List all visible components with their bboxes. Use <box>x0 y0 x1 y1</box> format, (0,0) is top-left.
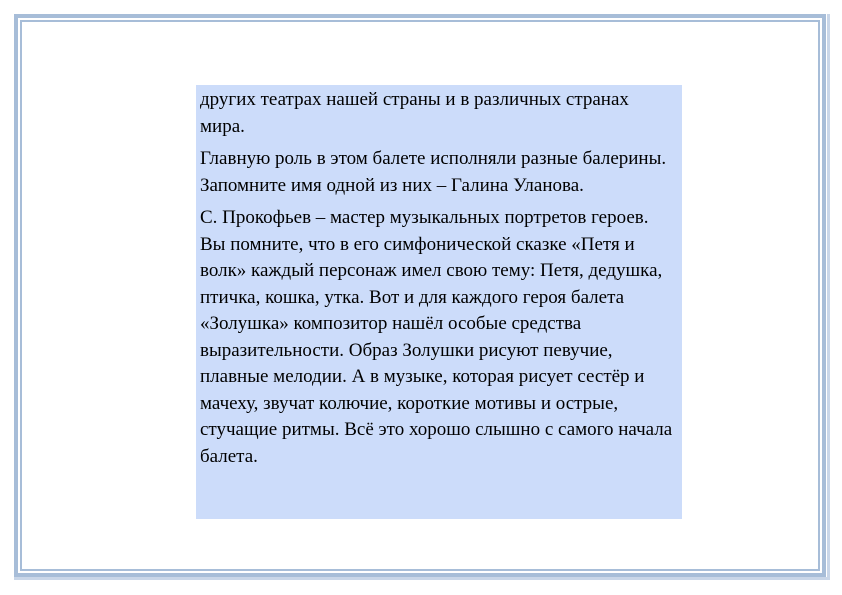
slide-shadow-right <box>827 14 830 580</box>
paragraph-ulanova: Главную роль в этом балете исполняли разные балерины. Запомните имя одной из них – Галина Уланова. <box>200 148 667 196</box>
slide-shadow-bottom <box>14 577 830 580</box>
text-block <box>196 85 682 519</box>
paragraph-continuation: других театрах нашей страны и в различных странах мира. <box>200 89 629 137</box>
paragraph-prokofiev: С. Прокофьев – мастер музыкальных портретов героев. Вы помните, что в его симфонической сказке «Петя и волк» каждый персонаж имел свою тему: Петя, дедушка, птичка, кошка, утка. Вот и для каждого героя балета «Золушка» композитор нашёл особые средства выразительности. Образ Золушки рисуют певучие, плавные мелодии. А в музыке, которая рисует сестёр и мачеху, звучат колючие, короткие мотивы и острые, стучащие ритмы. Всё это хорошо слышно с самого начала балета. <box>200 207 673 467</box>
